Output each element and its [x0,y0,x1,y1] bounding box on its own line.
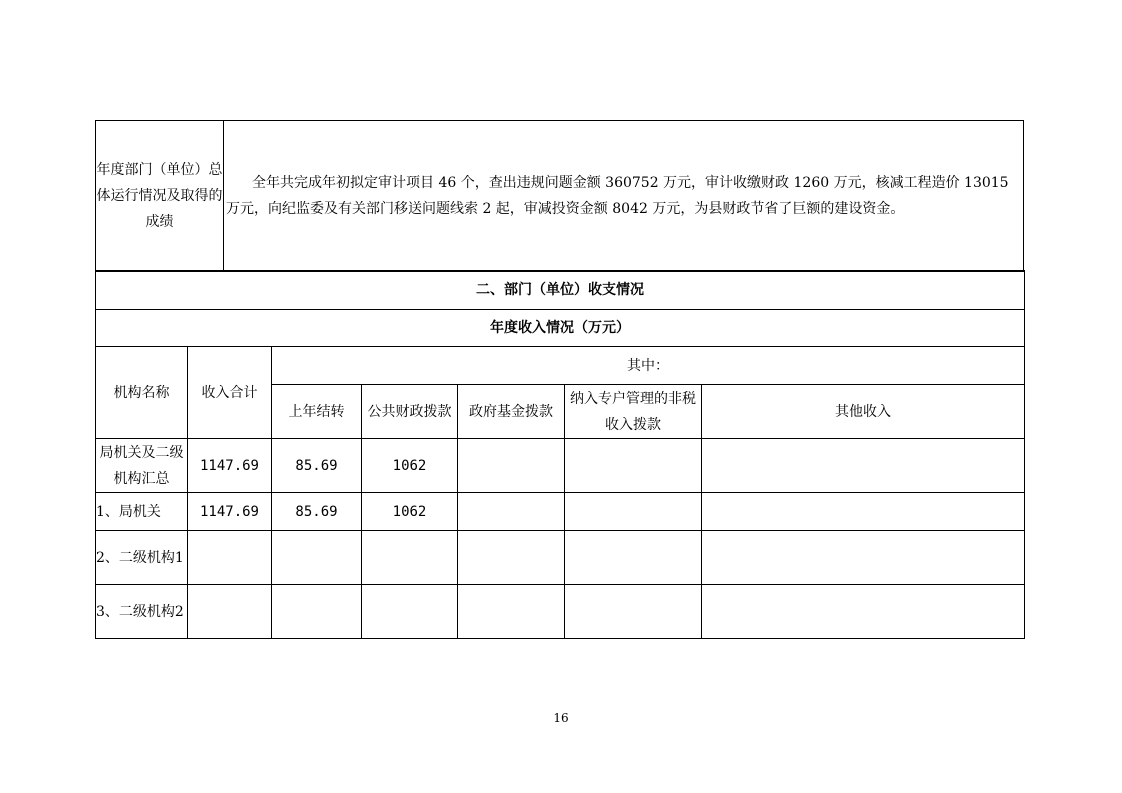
row-gov-fund [458,531,565,585]
row-other [702,531,1025,585]
row-total: 1147.69 [188,439,272,493]
table-row [96,493,1025,531]
row-gov-fund [458,585,565,639]
table-row [96,585,1025,639]
row-name: 1、局机关 [96,493,188,531]
col-header-gov-fund: 政府基金拨款 [458,385,565,439]
row-non-tax [565,439,702,493]
row-public-finance [362,585,458,639]
row-total [188,585,272,639]
performance-table [95,120,1024,272]
row-gov-fund [458,439,565,493]
col-header-public-finance: 公共财政拨款 [362,385,458,439]
row-other [702,439,1025,493]
row-carryover [272,585,362,639]
page-number: 16 [553,711,569,725]
col-header-non-tax: 纳入专户管理的非税收入拨款 [565,385,702,439]
col-header-total: 收入合计 [188,347,272,439]
col-header-of-which: 其中： [272,347,1025,385]
row-total [188,531,272,585]
row-public-finance: 1062 [362,493,458,531]
row-total: 1147.69 [188,493,272,531]
row-name: 2、二级机构1 [96,531,188,585]
row-non-tax [565,585,702,639]
row-carryover: 85.69 [272,493,362,531]
row-carryover [272,531,362,585]
income-subtitle: 年度收入情况（万元） [96,310,1025,347]
row-name: 3、二级机构2 [96,585,188,639]
table-row [96,439,1025,493]
performance-label: 年度部门（单位）总体运行情况及取得的成绩 [96,121,224,272]
row-other [702,493,1025,531]
table-row [96,531,1025,585]
performance-text: 全年共完成年初拟定审计项目 46 个，查出违规问题金额 360752 万元，审计收缴财政 1260 万元，核减工程造价 13015 万元，向纪监委及有关部门移送问题线索 2 起，审减投资金额 8042 万元，为县财政节省了巨额的建设资金。 [224,121,1024,272]
row-public-finance: 1062 [362,439,458,493]
row-non-tax [565,493,702,531]
row-public-finance [362,531,458,585]
col-header-carryover: 上年结转 [272,385,362,439]
row-gov-fund [458,493,565,531]
row-name: 局机关及二级机构汇总 [96,439,188,493]
section-title: 二、部门（单位）收支情况 [96,271,1025,310]
row-non-tax [565,531,702,585]
row-other [702,585,1025,639]
row-carryover: 85.69 [272,439,362,493]
col-header-other: 其他收入 [702,385,1025,439]
income-table [95,270,1025,639]
col-header-name: 机构名称 [96,347,188,439]
